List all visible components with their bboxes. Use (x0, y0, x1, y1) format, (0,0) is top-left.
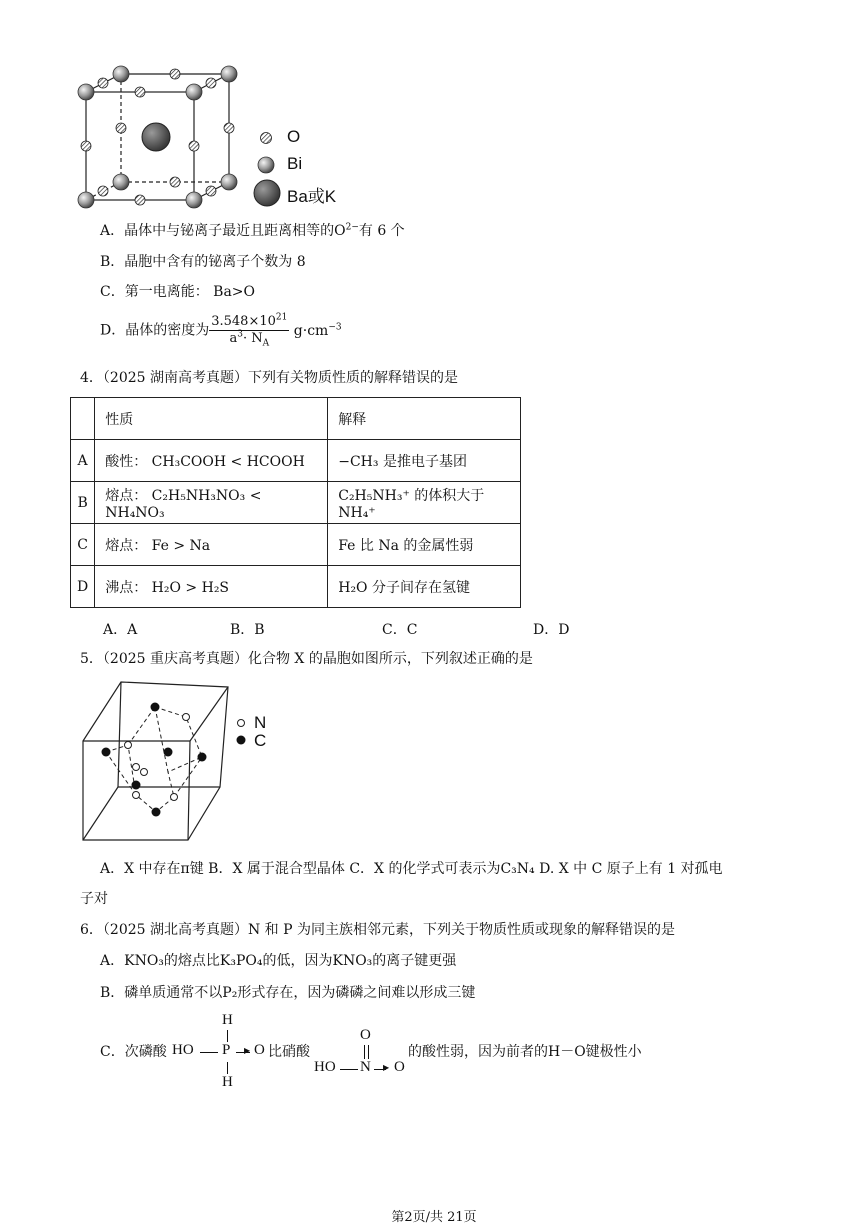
q3-option-a: A．晶体中与铋离子最近且距离相等的$O^{2-}$有 6 个 (100, 222, 405, 239)
legend-bi-label: Bi (287, 154, 303, 173)
table-cell (71, 398, 95, 440)
row-label: A (71, 440, 95, 482)
q3-crystal-figure (70, 60, 250, 210)
q4-option-b: B．B (230, 622, 265, 638)
q6-option-c-mid: 比硝酸 (268, 1044, 310, 1060)
q3-option-c: C．第一电离能： Ba>O (100, 284, 256, 300)
table-header-row (71, 398, 521, 440)
hypophosphorous-acid-structure: H HO P ▶ O H (172, 1012, 265, 1090)
table-row (71, 440, 521, 482)
row-explanation: Fe 比 Na 的金属性弱 (328, 524, 521, 566)
legend-c-label: C (254, 731, 267, 750)
q6-option-a: A．KNO₃的熔点比K₃PO₄的低，因为KNO₃的离子键更强 (100, 953, 457, 969)
q5-crystal-figure (78, 677, 238, 845)
q5-options-line-1: A．X 中存在π键 B．X 属于混合型晶体 C．X 的化学式可表示为C₃N₄ D. X 中 C 原子上有 1 对孤电 (100, 861, 723, 877)
row-explanation: C₂H₅NH₃⁺ 的体积大于 NH₄⁺ (328, 482, 521, 524)
table-row (71, 524, 521, 566)
q3-option-b: B．晶胞中含有的铋离子个数为 8 (100, 254, 306, 270)
c-legend-icon (234, 733, 248, 747)
density-fraction: $\frac{3.548\times 10^{21}}{a^3\cdot N_A}$ (211, 312, 288, 349)
table-row (71, 566, 521, 608)
legend-ba-k-label: Ba或K (287, 187, 337, 206)
row-property: 沸点： H₂O > H₂S (95, 566, 328, 608)
row-label: B (71, 482, 95, 524)
row-label: C (71, 524, 95, 566)
bi-legend-icon (256, 155, 276, 175)
o-legend-icon (258, 130, 274, 146)
table-header-explanation: 解释 (328, 398, 521, 440)
q4-stem: 4．（2025 湖南高考真题）下列有关物质性质的解释错误的是 (80, 370, 458, 386)
q6-option-b: B．磷单质通常不以P₂形式存在，因为磷磷之间难以形成三键 (100, 985, 476, 1001)
legend-n-label: N (254, 713, 267, 732)
row-property: 熔点： Fe > Na (95, 524, 328, 566)
table-header-property: 性质 (95, 398, 328, 440)
n-legend-icon (235, 717, 247, 729)
table-row (71, 482, 521, 524)
q4-table (70, 397, 521, 608)
q6-option-c-suffix: 的酸性弱，因为前者的H－O键极性小 (408, 1044, 642, 1060)
nitric-acid-structure: O HO N ▶ O (314, 1027, 405, 1075)
q5-options-line-2: 子对 (80, 891, 108, 907)
q4-option-d: D．D (533, 622, 570, 638)
q6-option-c-prefix: C．次磷酸 (100, 1044, 167, 1060)
ba-k-atom (142, 123, 170, 151)
q4-option-c: C．C (382, 622, 418, 638)
page-footer: 第2页/共 21页 (391, 1210, 477, 1225)
row-explanation: H₂O 分子间存在氢键 (328, 566, 521, 608)
q3-option-d: D．晶体的密度为 $\frac{3.548\times 10^{21}}{a^3\cdot N_A}$ $g\cdot cm^{-3}$ (100, 312, 342, 349)
legend-o-label: O (287, 127, 301, 146)
row-label: D (71, 566, 95, 608)
row-property: 酸性： CH₃COOH < HCOOH (95, 440, 328, 482)
ba-k-legend-icon (252, 178, 282, 208)
q5-stem: 5．（2025 重庆高考真题）化合物 X 的晶胞如图所示，下列叙述正确的是 (80, 651, 533, 667)
row-explanation: −CH₃ 是推电子基团 (328, 440, 521, 482)
q4-option-a: A．A (103, 622, 138, 638)
q6-stem: 6．（2025 湖北高考真题）N 和 P 为同主族相邻元素，下列关于物质性质或现象的解释错误的是 (80, 922, 676, 938)
row-property: 熔点： C₂H₅NH₃NO₃ < NH₄NO₃ (95, 482, 328, 524)
